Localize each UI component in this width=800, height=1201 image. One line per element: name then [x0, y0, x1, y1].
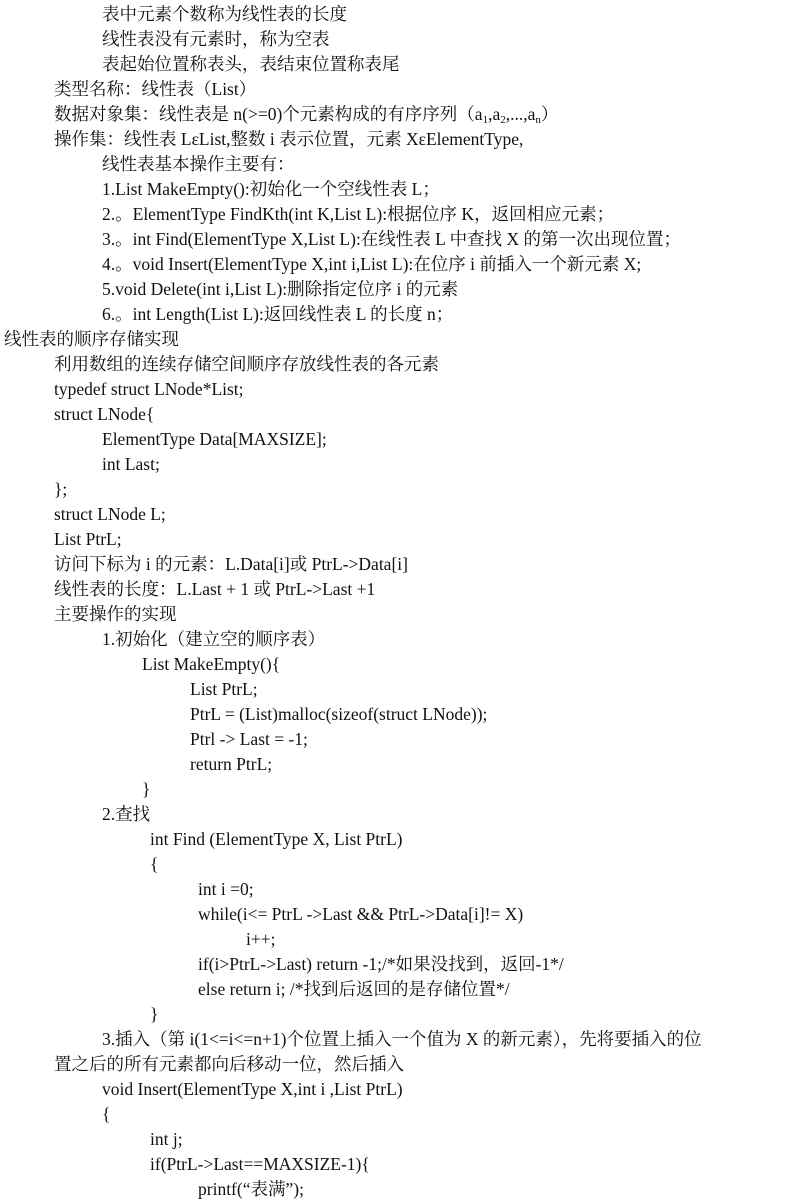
text-segment: ）: [540, 104, 559, 124]
subsection-heading: 2.查找: [102, 804, 151, 824]
text-line: 操作集：线性表 LεList,整数 i 表示位置，元素 XεElementType,: [54, 129, 524, 149]
code-line: PtrL = (List)malloc(sizeof(struct LNode));: [190, 704, 488, 724]
code-line: {: [150, 854, 159, 874]
subsection-heading: 1.初始化（建立空的顺序表）: [102, 629, 326, 649]
section-heading: 线性表的顺序存储实现: [4, 329, 179, 349]
text-line: 类型名称：线性表（List）: [54, 79, 257, 99]
code-line: if(i>PtrL->Last) return -1;/*如果没找到，返回-1*/: [198, 954, 564, 974]
code-line: return PtrL;: [190, 754, 273, 774]
code-line: }: [150, 1004, 159, 1024]
subscript: n: [535, 114, 541, 126]
text-line: 线性表的长度：L.Last + 1 或 PtrL->Last +1: [54, 579, 376, 599]
code-line: struct LNode L;: [54, 504, 166, 524]
text-line: 线性表没有元素时，称为空表: [102, 29, 330, 49]
code-line: else return i; /*找到后返回的是存储位置*/: [198, 979, 510, 999]
text-segment: 数据对象集：线性表是 n(>=0)个元素构成的有序序列（: [54, 104, 475, 124]
code-line: int Last;: [102, 454, 160, 474]
code-line: while(i<= PtrL ->Last && PtrL->Data[i]!= X): [198, 904, 524, 924]
sequence-term: a: [474, 104, 483, 124]
text-line: 3.。int Find(ElementType X,List L):在线性表 L 中查找 X 的第一次出现位置；: [102, 229, 681, 249]
code-line: List PtrL;: [54, 529, 122, 549]
text-line: 访问下标为 i 的元素：L.Data[i]或 PtrL->Data[i]: [54, 554, 408, 574]
code-line: List PtrL;: [190, 679, 258, 699]
code-line: ElementType Data[MAXSIZE];: [102, 429, 327, 449]
code-line: int i =0;: [198, 879, 254, 899]
subscript: 2: [500, 114, 506, 126]
subsection-heading: 3.插入（第 i(1<=i<=n+1)个位置上插入一个值为 X 的新元素），先将要插入的位: [102, 1029, 702, 1049]
text-line: 4.。void Insert(ElementType X,int i,List L):在位序 i 前插入一个新元素 X;: [102, 254, 642, 274]
text-line: 线性表基本操作主要有：: [102, 154, 295, 174]
text-line: 表中元素个数称为线性表的长度: [102, 4, 347, 24]
code-line: }: [142, 779, 151, 799]
text-line: 利用数组的连续存储空间顺序存放线性表的各元素: [54, 354, 439, 374]
text-line: 2.。ElementType FindKth(int K,List L):根据位序 K，返回相应元素；: [102, 204, 615, 224]
text-line: 表起始位置称表头，表结束位置称表尾: [102, 54, 400, 74]
text-line: 5.void Delete(int i,List L):删除指定位序 i 的元素: [102, 279, 459, 299]
text-line: [54, 102, 558, 126]
code-line: int Find (ElementType X, List PtrL): [150, 829, 403, 849]
text-line: 置之后的所有元素都向后移动一位，然后插入: [54, 1054, 404, 1074]
code-line: };: [54, 479, 68, 499]
text-line: 主要操作的实现: [54, 604, 177, 624]
code-line: List MakeEmpty(){: [142, 654, 281, 674]
code-line: Ptrl -> Last = -1;: [190, 729, 308, 749]
code-line: int j;: [150, 1129, 183, 1149]
code-line: {: [102, 1104, 111, 1124]
code-line: if(PtrL->Last==MAXSIZE-1){: [150, 1154, 370, 1174]
subscript: 1: [482, 114, 489, 126]
sequence-term: ,a: [488, 104, 501, 124]
sequence-term: ,...,a: [505, 104, 536, 124]
code-line: struct LNode{: [54, 404, 155, 424]
text-line: 1.List MakeEmpty():初始化一个空线性表 L；: [102, 179, 440, 199]
code-line: i++;: [246, 929, 276, 949]
code-line: typedef struct LNode*List;: [54, 379, 244, 399]
code-line: printf(“表满”);: [198, 1179, 304, 1199]
code-line: void Insert(ElementType X,int i ,List PtrL): [102, 1079, 403, 1099]
text-line: 6.。int Length(List L):返回线性表 L 的长度 n；: [102, 304, 454, 324]
